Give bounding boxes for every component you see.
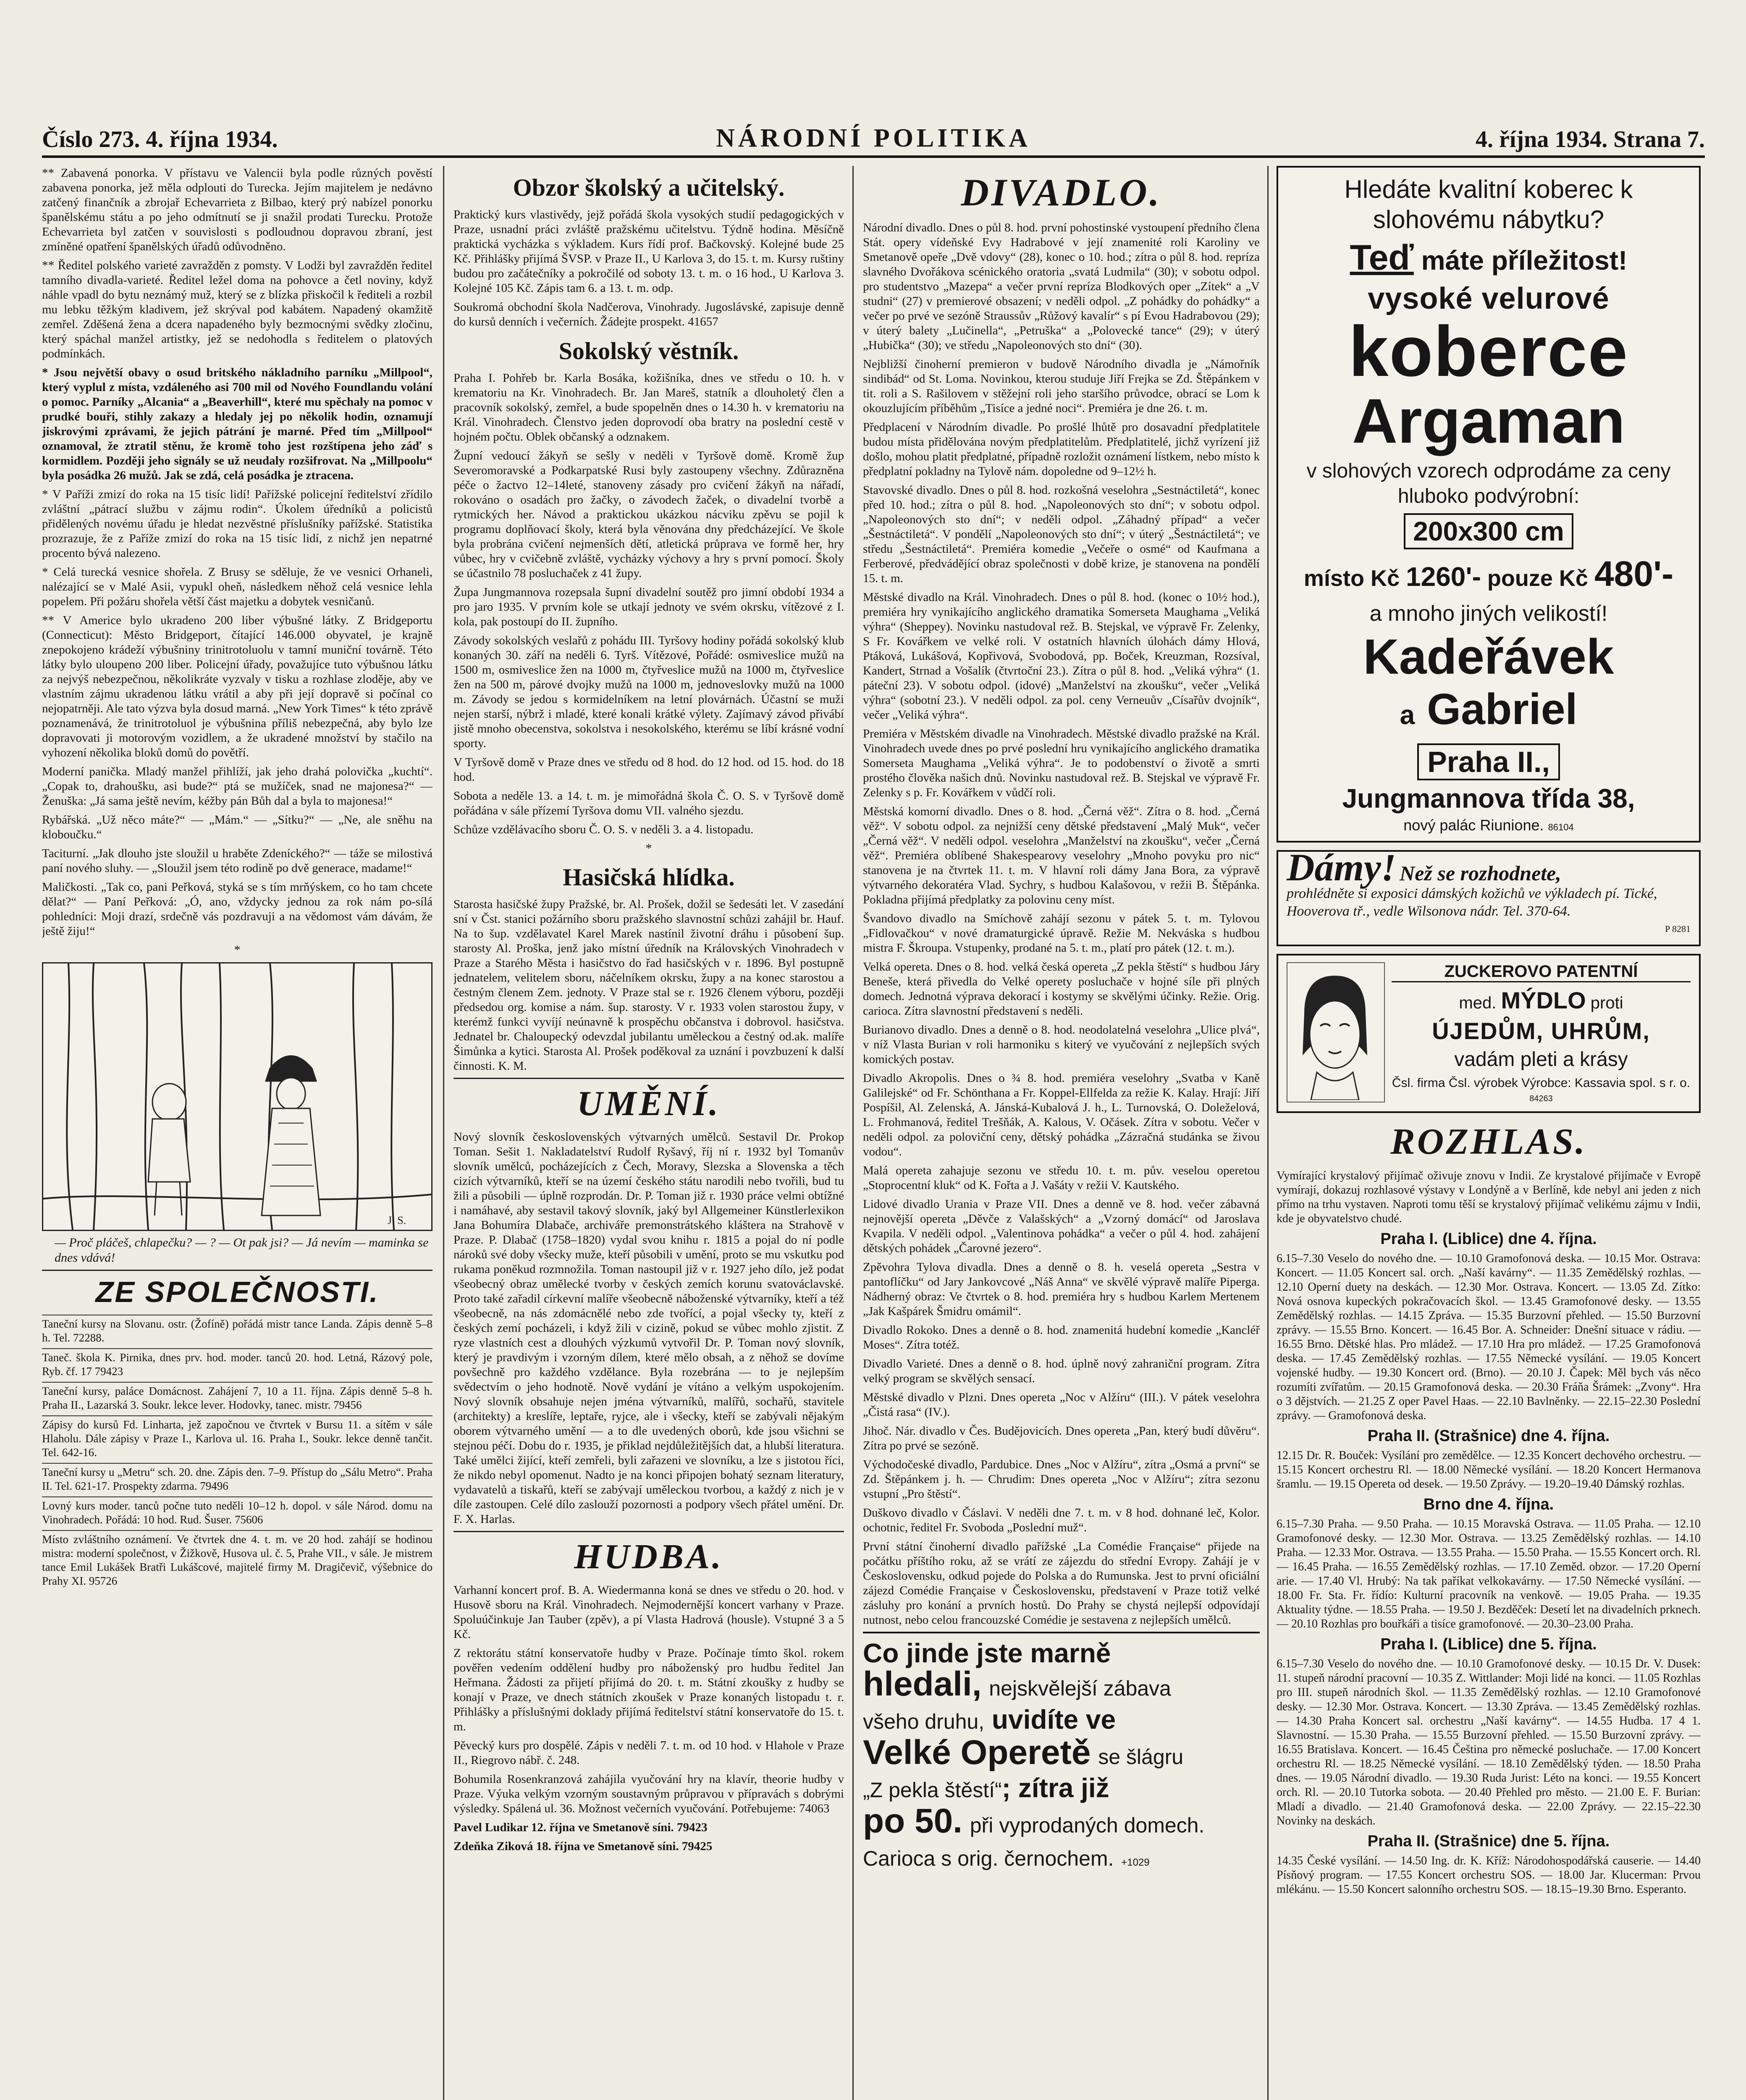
svg-text:J. S.: J. S. — [388, 1214, 406, 1226]
radio-item: Vymírající krystalový přijímač oživuje znovu v Indii. Ze krystalové přijímače v Evropě vymírají, dokazuj rozhlasové výstavy v Londýně a v Berlíně, kde nebyl ani jeden z nich přímo na trhu vystaven. Naproti tomu těší se krystalový přijímač velikému zájmu v Indii, kde je obyvatelstvo chudé. — [1277, 1169, 1701, 1225]
ad-line: vysoké velurové — [1368, 282, 1610, 315]
theatre-item: Nejbližší činoherní premieron v budově Národního divadla je „Námořník sindibád“ od St. Loma. Novinkou, kterou studuje Jiří Frejka se Zd. Štěpánkem v tit. roli a S. Rašilovem v stěžejní roli jeho staršího průvodce, obrací se Lom k okouzlujícím příběhům „Tisíce a jedné noci“. Premiéra je dne 26. t. m. — [863, 357, 1260, 415]
concert-notice: Zdeňka Ziková 18. října ve Smetanově síni. 79425 — [454, 1840, 713, 1853]
news-item: Praktický kurs vlastivědy, jejž pořádá škola vysokých studií pedagogických v Praze, usnadní práci zvláště pražskému učitelstvu. Týdně hodina. Měsíčně praktická vycházka s výkladem. Kurs řídí prof. Bačkovský. Kolejné bude 25 Kč. Přihlášky přijímá ŠVSP. v Praze II., U Karlova 3, do 15. t. m. Kursy ruštiny budou pro začátečníky a pokročilé od soboty 13. t. m. o 16 hod., U Karlova 3. Kolejné 105 Kč. Zápis tam 6. a 13. t. m. odp. — [454, 208, 844, 295]
cartoon-drawing — [43, 963, 431, 1230]
theatre-item: Divadlo Akropolis. Dnes o ¾ 8. hod. premiéra veselohry „Svatba v Kaně Galilejské“ od Fr. Schönthana a Fr. Koppel-Ellfelda za režie K. Kalay. Hrají: Jiří Pospíšil, Al. Zelenská, A. Jánská-Kubalová J. h., L. Turnovská, O. Doleželová, L. Frohmanová, ředitel Trešňák, A. Kalous, V. Očásek. Zítra v sobotu. Večer v neděli odpol. za poloviční ceny, dětský pohádka „Zázračná studánka se živou vodou“. — [863, 1071, 1260, 1158]
news-item: ** Ředitel polského varieté zavražděn z pomsty. V Lodži byl zavražděn ředitel tamního divadla-varieté. Ředitel ležel doma na pohovce a četl noviny, když náhle vpadl do bytu neznámý muž, který se z blízka přiskočil k řediteli a rozbil mu lebku těžkým kladivem, jež skrýval pod kabátem. Napadený okamžitě zemřel. Zděšená žena a dcera napadeného byly bezmocnými svědky zločinu, který spáchal manžel artistky, jež se nedohodla s ředitelem o platových podmínkách. — [42, 259, 433, 360]
ad-line: hledali, — [863, 1665, 982, 1703]
date-and-page: 4. října 1934. Strana 7. — [1476, 126, 1705, 152]
news-item: Pěvecký kurs pro dospělé. Zápis v neděli 7. t. m. od 10 hod. v Hlahole v Praze II., Riegrovo nábř. č. 248. — [454, 1739, 844, 1767]
concert-notice: Pavel Ludikar 12. října ve Smetanově síni. 79423 — [454, 1821, 708, 1834]
column-4 — [1277, 166, 1701, 1901]
joke-item: Taciturní. „Jak dlouho jste sloužil u hraběte Zdeníckého?“ — táže se milostivá paní nového sluhy. — „Sloužil jsem této rodině po dvě generace, madame!“ — [42, 847, 433, 875]
ad-code: +1029 — [1121, 1857, 1150, 1868]
classified-ad: Taneční kursy, paláce Domácnost. Zahájení 7, 10 a 11. října. Zápis denně 5–8 h. Praha II., Lazarská 3. Soukr. lekce lever. Hodovky, tanec. mistr. 79456 — [42, 1382, 433, 1412]
section-heading: Sokolský věstník. — [558, 337, 739, 365]
ad-price — [1287, 554, 1691, 594]
ad-line: Než se rozhodnete, — [1400, 861, 1561, 885]
radio-schedule: 6.15–7.30 Veselo do nového dne. — 10.10 Gramofonové desky. — 10.15 Dr. V. Dusek: 11. stupeň národní pracovní — 10.35 Z. Wittlander: Moji lidé na konci. — 11.05 Rozhlas pro III. stupeň národních škol. — 11.35 Zemědělský rozhlas. — 12.10 Gramofonové desky. — 12.30 Mor. Ostrava. Koncert. — 13.30 Zpráva. — 13.45 Zemědělský rozhlas. — 14.30 Praha Koncert sal. orchestru „Naší kavárny“. — 14.55 Hudba. 17 4 1. Slavnostní. — 15.30 Praha. — 15.55 Burzovní přehled. — 15.50 Burzovní zprávy. — 16.55 Bratislava. Koncert. — 16.45 Čeština pro německé posluchače. — 17.00 Koncert orchestru Rl. — 18.25 Německé vysílání. — 18.10 Zemědělský týden. — 18.50 Praha dnes. — 19.05 Národní divadlo. — 19.30 Ruda Jurist: Léto na konci. — 19.55 Koncert orch. Rl. — 20.10 Tutorka sobota. — 20.40 Přehled pro město. — 21.00 E. F. Burian: Mladí a divadlo. — 21.40 Gramofonová deska. — 22.00 Zprávy. — 22.15–22.30 Novinky na deskách. — [1277, 1657, 1701, 1827]
soap-advert — [1277, 954, 1701, 1113]
ad-headline: Hledáte kvalitní koberec k slohovému nábytku? — [1344, 175, 1633, 234]
radio-station-heading: Praha I. (Liblice) dne 5. října. — [1380, 1635, 1597, 1653]
divider-star: * — [645, 841, 652, 855]
ad-product: MÝDLO — [1501, 987, 1586, 1013]
ad-line: Teď — [1350, 238, 1414, 277]
news-item: Závody sokolských veslařů z pohádu III. Tyršovy hodiny pořádá sokolský klub konaných 30. září na neděli 6. Tyrš. Vítězové, Pořádé: osmiveslice mužů na 1500 m, osmiveslice žen na 1000 m, čtyřveslice mužů na 1000 m, čtyřveslice žen na 500 m, párové dvojky mužů na 1000 m, jednoveslovky mužů na 1000 m. Závody se jedou s kormidelníkem na letní plovárnách. Účastní se muži nejen starší, nýbrž i mladé, které konali krátké výlety. Zajímavý závod přivábí jistě mnoho obecenstva, sokolstva i nesokolského, kterému se líbí krásné vodní sporty. — [454, 634, 844, 750]
theatre-item: Malá opereta zahajuje sezonu ve středu 10. t. m. pův. veselou operetou „Stoprocentní kluk“ od K. Fořta a J. Vašáty v režii V. Kautského. — [863, 1164, 1260, 1192]
theatre-item: Městská komorní divadlo. Dnes o 8. hod. „Černá věž“. Zítra o 8. hod. „Černá věž“. V sobotu odpol. za nejnižší ceny dětské představení „Malý Muk“, večer „Černá věž“. V neděli odpol. veselohra „Manželství na zkoušku“, večer „Černá věž“. Premiéra oblíbené Shakespearovy veselohry „Mnoho povyku pro nic“ stanovena je na čtvrtek 11. t. m. V hlavní roli dámy Jana Bora, za výpravě výtvarného dekoratéra Vlad. Sychry, s hudbou Kalašovou, v režii B. Štěpánka. Pokladna přijímá předplatky za polovinu ceny míst. — [863, 805, 1260, 906]
new-price: 480'- — [1594, 554, 1674, 593]
ad-line: proti — [1590, 994, 1623, 1012]
column-rule — [1267, 166, 1269, 2100]
ad-line: po 50. — [863, 1802, 962, 1840]
classified-ad: Místo zvláštního oznámení. Ve čtvrtek dne 4. t. m. ve 20 hod. zahájí se hodinou mistra: moderní společnost, v Žižkově, Husova ul. č. 5, Prahe VII., v sále. Je mistrem tance Emil Lukášek Bratři Lukášcové, majitelé firmy M. Dragičevič, výšebnice do Prahy XI. 95726 — [42, 1530, 433, 1588]
radio-station-heading: Praha I. (Liblice) dne 4. října. — [1380, 1230, 1597, 1248]
news-item: * Jsou největší obavy o osud britského nákladního parníku „Millpool“, který vyplul z místa, vzdáleného asi 700 mil od Nového Foundlandu volání o pomoc. Parníky „Alcania“ a „Beaverhill“, které mu spěchaly na pomoc v prudké bouři, stihly zakazy a hledaly jej po několik hodin, oznamují jiskrovými zprávami, že jejich pátrání je marné. Před tím „Millpool“ oznamoval, že ztratil stěnu, že kromě toho jest rozštípena jeho záď s kormidlem. Později jeho signály se už neudaly rozšifrovat. Na „Millpoolu“ byla posádka 26 mužů. Jak se zdá, celá posádka je ztracena. — [42, 366, 433, 482]
classified-ad: Zápisy do kursů Fd. Linharta, jež započnou ve čtvrtek v Bursu 11. a sítěm v sále Hlaholu. Dále zápisy v Praze I., Karlova ul. 16. Praha I., Soukr. lekce denně tančit. Tel. 642-16. — [42, 1415, 433, 1460]
classified-ad: Taneční kursy u „Metru“ sch. 20. dne. Zápis den. 7–9. Přístup do „Sálu Metro“. Praha II. Tel. 621-17. Prospekty zdarma. 79496 — [42, 1463, 433, 1493]
ad-line: všeho druhu, — [863, 1710, 985, 1733]
theatre-item: Premiéra v Městském divadle na Vinohradech. Městské divadlo pražské na Král. Vinohradech uvede dnes po prvé poslední hru vynikajícího anglického dramatika Somerseta Maughama „Veliká výhra“. Je to podobenství o životě a smrti prostého člověka našich dnů. Novinku nastudoval rež. B. Stejskal ve výpravě Fr. Zelenky s p. Fr. Kovářkem v vůdčí roli. — [863, 727, 1260, 799]
ad-company: Kadeřávek — [1363, 629, 1614, 685]
section-heading: Hasičská hlídka. — [563, 864, 735, 891]
ad-size: 200x300 cm — [1404, 513, 1573, 549]
news-item: ** V Americe bylo ukradeno 200 liber výbušné látky. Z Bridgeportu (Connecticut): Město Bridgeport, čítající 146.000 obyvatel, je krajně znepokojeno krádeží výbušniny trinitrotoluolu v tamní muniční továrně. Této látky bylo uloupeno 200 liber. Policejní úřady, považujíce tuto výbušnou látku za nejvýš nebezpečnou, několikráte vyzvaly v tisku a rozhlase zloděje, aby ve vlastním zájmu ukradenou látku vrátil a aby při její dopravě si počínal co nejopatrněji. Ale tato výzva byla dosud marná. „New York Times“ k této zprávě poznamenává, že trinitrotoluol je výbušnina příliš nebezpečná, aby bylo lze dopravovati ji motorovým vozidlem, a že ukradené množství by stačilo na vyhození několika bloků domů do povětří. — [42, 614, 433, 759]
section-heading: DIVADLO. — [961, 171, 1162, 214]
news-item: Praha I. Pohřeb br. Karla Bosáka, kožišníka, dnes ve středu o 10. h. v krematoriu na Kr. Vinohradech. Br. Jan Mareš, statník a dlouholetý člen a pracovník sokolský, zemřel, a bude spopelněn dnes o 14.30 h. v krematoriu na Král. Vinohradech. Členstvo jeden doprovodí oba bratry na poslední cestě v hojném počtu. Oblek občanský a odznakem. — [454, 371, 844, 444]
radio-schedule: 14.35 České vysílání. — 14.50 Ing. dr. K. Kříž: Národohospodářská causerie. — 14.40 Písňový program. — 17.55 Koncert orchestru SOS. — 18.00 Jar. Klucerman: Prvou mlékánu. — 15.50 Koncert salonního orchestru SOS. — 18.15–19.30 Brno. Esperanto. — [1277, 1854, 1701, 1896]
radio-schedule: 6.15–7.30 Veselo do nového dne. — 10.10 Gramofonová deska. — 10.15 Mor. Ostrava: Koncert. — 11.05 Koncert sal. orch. „Naší kavárny“. — 11.35 Zemědělský rozhlas. — 12.10 Operní duety na deskách. — 12.30 Mor. Ostrava. Koncert. — 13.05 Zd. Zítko: Nová osnova kupeckých pokračovacích škol. — 13.45 Gramofonové desky. — 13.55 Zemědělský rozhlas. — 14.15 Zpráva. — 15.35 Burzovní přehled. — 15.50 Burzovní zprávy. — 15.55 Brno. Koncert. — 16.45 Bor. A. Schneider: Dnešní situace v rádiu. — 16.55 Brno. Dětské hlas. Pro mládež. — 17.10 Hra pro mládež. — 17.25 Gramofonová deska. — 17.45 Zemědělský rozhlas. — 17.55 Německé vysílání. — 19.05 Koncert vojenské hudby. — 19.30 Koncert ord. (Brno). — 20.10 J. Čapek: Měl bych vás něco rozumíti zvířatům. — 20.15 Gramofonová deska. — 20.30 Fráňa Šrámek: „Zvony“. Hra o 3 dějstvích. — 21.25 Z oper Pavel Haas. — 22.10 Bavlněnky. — 22.15–22.30 Poslední zprávy. — Gramofonová deska. — [1277, 1252, 1701, 1422]
theatre-item: Stavovské divadlo. Dnes o půl 8. hod. rozkošná veselohra „Sestnáctiletá“, konec před 10. hod.; zítra o půl 8. hod. „Napoleonových sto dní“; v sobotu odpol. „Napoleonových sto dní“; v neděli odpol. „Záhadný případ“ a večer „Šestnáctiletá“. V pondělí „Napoleonových sto dní“; v úterý „Šestnáctiletá“; ve středu „Šestnáctiletá“. Premiéra komedie „Večeře o osmé“ od Kaufmana a Ferberové, předvádějící obraz společnosti v době krize, je stanovena na pondělí 15. t. m. — [863, 483, 1260, 585]
theatre-item: Jihoč. Nár. divadlo v Čes. Budějovicích. Dnes opereta „Pan, který budí důvěru“. Zítra po prvé se sezóně. — [863, 1424, 1260, 1452]
ad-line: Velké Operetě — [863, 1733, 1091, 1772]
news-item: Sobota a neděle 13. a 14. t. m. je mimořádná škola Č. O. S. v Tyršově domě pořádána v sále přízemí Tyršova domu VII. valného sjezdu. — [454, 789, 844, 817]
theatre-item: Lidové divadlo Urania v Praze VII. Dnes a denně ve 8. hod. večer zábavná nejnovější opereta „Děvče z Valašských“ a „Vzorný domácí“ od Jaroslava Kvapila. V neděli odpol. „Valentinova pohádka“ a večer o půl 4. hod. zahájení dětských pohádek „Čarovné jezero“. — [863, 1197, 1260, 1255]
theatre-item: Zpěvohra Tylova divadla. Dnes a denně o 8. h. veselá opereta „Sestra v pantoflíčku“ od Jary Jankovcové „Náš Anna“ ve skvělé výpravě malíře Piperga. Nádherný obraz: Ve čtvrtek o 8. hod. premiéra hry s hudbou Karlem Mertenem „Jak Kašpárek Šmidru omámil“. — [863, 1260, 1260, 1318]
ad-address: Jungmannova třída 38, — [1342, 783, 1635, 814]
divider-star: * — [234, 943, 241, 957]
news-item: Schůze vzdělávacího sboru Č. O. S. v neděli 3. a 4. listopadu. — [454, 823, 754, 836]
theatre-item: Velká opereta. Dnes o 8. hod. velká česká opereta „Z pekla štěstí“ s hudbou Járy Beneše, která přivedla do Velké operety posluchače v hojné síle při plných domech. Jednotná výprava dekorací i kostymy se skvělými účinky. Režie. Orig. carioca. Zítra slavnostní představení s neděli. — [863, 960, 1260, 1018]
theatre-item: Divadlo Rokoko. Dnes a denně o 8. hod. znamenitá hudební komedie „Kancléř Moses“. Zítra totéž. — [863, 1323, 1260, 1352]
face-illustration — [1287, 962, 1385, 1102]
section-heading: ZE SPOLEČNOSTI. — [95, 1276, 379, 1308]
news-item: Soukromá obchodní škola Nadčerova, Vinohrady. Jugoslávské, zapisuje denně do kursů denních i večerních. Žádejte prospekt. 41657 — [454, 300, 844, 328]
ad-line: v slohových vzorech odprodáme za ceny hluboko podvýrobní: — [1306, 460, 1671, 507]
classified-ad: Lovný kurs moder. tanců počne tuto neděli 10–12 h. dopol. v sále Národ. domu na Vinohradech. Pořádá: 10 hod. Rud. Šuser. 75606 — [42, 1496, 433, 1527]
radio-station-heading: Praha II. (Strašnice) dne 5. října. — [1367, 1832, 1610, 1850]
column-2 — [454, 166, 844, 1858]
theatre-item: Duškovo divadlo v Čáslavi. V neděli dne 7. t. m. v 8 hod. dohnané leč, Kolor. ochotnic, ředitel Fr. Svoboda „Poslední muž“. — [863, 1506, 1260, 1534]
ad-address: Praha II., — [1417, 743, 1560, 780]
section-heading: Obzor školský a učitelský. — [513, 174, 785, 201]
ad-line: se šlágru — [1098, 1745, 1184, 1769]
operetta-advert — [863, 1632, 1260, 1878]
news-item: Z rektorátu státní konservatoře hudby v Praze. Počínaje tímto škol. rokem pověřen vedením oddělení hudby pro náboženský pro hudbu ředitel Jan Heřmana. Žádosti za přijetí přijímá do 20. t. m. Státní zkoušky z hudby se konají v Praze, ve dnech státních zkoušek v Praze konaných listopadu t. r. Přihlášky a příslušnými doklady přijímá ředitelství státní konservatoře do 15. t. m. — [454, 1646, 844, 1733]
ad-line: Co jinde jste marně — [863, 1638, 1111, 1668]
ad-line: „Z pekla štěstí“ — [863, 1778, 1002, 1802]
issue-number: Číslo 273. 4. října 1934. — [42, 126, 278, 152]
section-heading: UMĚNÍ. — [577, 1084, 721, 1123]
column-rule — [443, 166, 444, 2100]
price-label: pouze Kč — [1487, 566, 1588, 591]
ad-line: při vyprodaných domech. — [970, 1814, 1205, 1837]
radio-station-heading: Praha II. (Strašnice) dne 4. října. — [1367, 1427, 1610, 1445]
theatre-item: Švandovo divadlo na Smíchově zahájí sezonu v pátek 5. t. m. Tylovou „Fidlovačkou“ v nové dramaturgické úpravě. Režie M. Nekváska s hudbou mistra F. Škroupa. Vstupenky, prodané na 5. t. m., platí pro pátek (12. t. m.). — [863, 912, 1260, 955]
ad-code: 86104 — [1548, 822, 1574, 832]
column-3 — [863, 166, 1260, 1878]
section-heading: ROZHLAS. — [1390, 1121, 1587, 1162]
ad-line: máte příležitost! — [1421, 245, 1628, 276]
ad-line: Carioca s orig. černochem. — [863, 1847, 1114, 1870]
column-1 — [42, 166, 433, 1591]
cartoon-illustration — [42, 962, 433, 1231]
theatre-item: První státní činoherní divadlo pařížské „La Comédie Française“ přijede na počátku příštího roku, až se vrátí ze zájezdu do střední Evropy. Zahájí je v Československu, odkud pojede do Polska a do Rumunska. Jest to první oficiální zájezd Comédie Française v Československu, představení v Praze totiž velké zásluhy pro konání a prvních hostů. Do Prahy se chystá nejlepší odpovídají nutnost, nebo celou francouzské Comédie je sestavena z nejlepších umělců. — [863, 1540, 1260, 1627]
cartoon-caption: — Proč pláčeš, chlapečku? — ? — Ot pak jsi? — Já nevím — maminka se dnes vdává! — [55, 1236, 429, 1265]
joke-item: Maličkosti. „Tak co, pani Peřková, styká se s tím mrňýskem, co ho tam chcete dělat?“ — Paní Peřková: „Ó, ano, vždycky jednou za rok nám po-sílá pohledníci: Moji drazí, srdečně vás pozdravuji a na vědomost vám dávám, že ještě žiju!“ — [42, 880, 433, 938]
theatre-item: Východočeské divadlo, Pardubice. Dnes „Noc v Alžíru“, zítra „Osmá a první“ se Zd. Štěpánkem j. h. — Chrudim: Dnes opereta „Noc v Alžíru“; zítra sezonu vstupní „Pro štěstí“. — [863, 1458, 1260, 1501]
news-item: V Tyršově domě v Praze dnes ve středu od 8 hod. do 12 hod. od 15. hod. do 18 hod. — [454, 756, 844, 784]
radio-schedule: 6.15–7.30 Praha. — 9.50 Praha. — 10.15 Moravská Ostrava. — 11.05 Praha. — 12.10 Gramofonové desky. — 12.30 Mor. Ostrava. — 13.25 Zemědělský rozhlas. — 14.10 Praha. — 12.33 Mor. Ostrava. — 13.55 Praha. — 15.50 Praha. — 15.55 Koncert orch. Rl. — 16.45 Praha. — 16.55 Zemědělský rozhlas. — 17.10 Zeměd. obzor. — 17.20 Operní arie. — 17.40 Vl. Hrubý: Na tak paříkat velkokavárny. — 17.50 Německé vysílání. — 18.00 Fr. Sta. Fr. řídío: Kulturní pracovník na venkově. — 19.05 Praha. — 19.35 Aktuality týdne. — 18.55 Praha. — 19.50 J. Bezděček: Desetí let na divadelních prknech. — 20.10 Rozhlas pro bouřkáři a tisíce gramofonové. — 20.30–23.00 Praha. — [1277, 1517, 1701, 1630]
theatre-item: Burianovo divadlo. Dnes a denně o 8. hod. neodolatelná veselohra „Ulice plvá“, v níž Vlasta Burian v roli harmoniku s kiterý ve vyučování z nejlepších svých komických postav. — [863, 1023, 1260, 1066]
joke-item: Rybářská. „Už něco máte?“ — „Mám.“ — „Sítku?“ — „Ne, ale sněhu na kloboučku.“ — [42, 813, 433, 841]
theatre-item: Předplacení v Národním divadle. Po prošlé lhůtě pro dosavadní předplatitele budou místa přidělována novým předplatitelům. Předplatitelé, jichž vyrízení již došlo, mohou platit předplatné, případně rozložit oznámení lístkem, nebo místo k předplatní pokladny na Tylově nám. dopoledne od 9–12½ h. — [863, 420, 1260, 478]
ad-headline: Dámy! — [1287, 846, 1396, 889]
ad-big-word: koberce — [1348, 312, 1629, 391]
carpet-advert — [1277, 166, 1701, 843]
theatre-item: Národní divadlo. Dnes o půl 8. hod. první pohostinské vystoupení předního člena Stát. opery vídeňské Evy Hadrabové v její znamenité roli Karoliny ve Smetanově opeře „Dvě vdovy“ (28), konec o 10. hod.; zítra o půl 8. hod. repríza slavného Dvořákova scénického oratoria „svatá Ludmila“ (30); v sobotu odpol. pro studentstvo „Mazepa“ a večer první repríza Blodkových oper „Zítek“ a „V studni“ (27) v premierové obsazení; v neděli odpol. „Z pohádky do pohádky“ a večer po prvé ve sezóně Straussův „Růžový kavalír“ s pí Evou Hadrabovou (29); v úterý balety „Lučinella“, „Petruška“ a „Polovecké tance“ (29); v úterý „Hubička“ (30); ve středu „Napoleonových sto dní“ (30). — [863, 221, 1260, 352]
radio-station-heading: Brno dne 4. října. — [1423, 1496, 1554, 1513]
paper-title: NÁRODNÍ POLITIKA — [716, 124, 1031, 152]
theatre-item: Městské divadlo na Král. Vinohradech. Dnes o půl 8. hod. (konec o 10½ hod.), premiéra hry vynikajícího anglického dramatika Somerseta Maughama „Veliká výhra“ (Sheppey). Novinku nastudoval rež. B. Stejskal, ve výpravě Fr. Zelenky, S Fr. Kovářkem ve velké roli. V ostatních hlavních úlohách dámy Hlová, Ptáková, Lukášová, Kopřivová, Svobodová, pp. Boček, Kreuzman, Rozsíval, Kandert, Strnad a Vošalík (čtvrtoční 23.). Zítra o půl 8. hod. „Veliká výhra“ (1. páteční 23). V sobotu odpol. (idové) „Manželství na zkoušku“, večer „Veliká výhra“ (sobotní 23.). V neděli odpol. za pol. ceny Verneuův „Císařův dvojník“, večer „Veliká výhra“. — [863, 591, 1260, 722]
ad-code: P 8281 — [1665, 924, 1691, 934]
ad-line: prohlédněte si exposici dámských kožichů ve výkladech pí. Tické, Hooverova tř., vedle Wilsonova nádr. Tel. 370-64. — [1287, 886, 1657, 919]
masthead — [42, 126, 1705, 158]
ad-line: nejskvělejší zábava — [989, 1677, 1171, 1700]
ad-line: vadám pleti a krásy — [1454, 1048, 1628, 1071]
news-item: Varhanní koncert prof. B. A. Wiedermanna koná se dnes ve středu o 20. hod. v Husově sboru na Král. Vinohradech. Nejmodernější koncert varhany v Praze. Spoluúčinkuje Jan Tauber (zpěv), a pí Vlasta Hadrová (housle). Vstupné 3 a 5 Kč. — [454, 1583, 844, 1641]
column-rule — [852, 166, 854, 2100]
news-item: Nový slovník československých výtvarných umělců. Sestavil Dr. Prokop Toman. Sešit 1. Nakladatelství Rudolf Ryšavý, říj ní r. 1932 byl Tomanův slovník umělců, pocházejících z Čech, Moravy, Slezska a Slovenska a těch cizích výtvarníků, kteří se na území českého státu narodili nebo tvořili, bud tu žili a působili — úplně rozprodán. Dr. P. Toman již r. 1930 práce velmi obtížné i namáhavé, aby sestavil takový slovník, jaký byl Allgemeiner Künstlerlexikon Jana Bohumíra Dlabače, archiváře premonstrátského kláštera na Strahově v Praze. P. Dlabač (1758–1820) vydal svou knihu r. 1815 a pojal do ní podle nároků své doby všecky muže, kteří působili v umění, proto se mu vskutku pod rukama poněkud rozmnožila. Toman nastoupil již v r. 1927 jeho dílo, jež podat všeobecný obraz umělecké tvorby v českých zemích korunu svatováclavské. Proto také zařadil církevní malíře všeobecně náboženské výtvarníky, kteří a též všeobecně, na nás zdomácnělé nebo zde tvořící, a pojal všecky ty, kteří z českých zemí pocházeli, i když žili v cizině, pokud se vůbec mohlo zjistit. Z ryze vlastních cest a dlouhých výzkumů vytvořil Dr. P. Toman nový slovník, který je pravdivým i vzorným dílem, které mělo obsah, a z něhož se dovíme povšechně pro každého vzdělance. Byla rozebrána — to je nejlepším svědectvím o jeho hodnotě. Nově vydání je vítáno a velkým uspokojením. Nový slovník obsahuje nejen jména výtvarníků, malířů, sochařů, stavitele (architekty) a kreslíře, leptaře, ryjce, ale i všecky, kteří se zabývali nějakým oborem výtvarného umění — a to dle uvedených oborů, kde jsou všichni se stejnou péčí. Dobu do r. 1935, je přiklad nejdůležitějších dat, a hlubší literatura. Také umělci žijící, kteří zemřeli, byli zařazeni ve slovníku, a lze s jistotou říci, že nikdo nebyl opomenut. Nadto je na konci připojen bohatý seznam literatury, vydavatelů a tiskařů, kteří se zabývají uměleckou tvorbou, a každý z nich je v díle zastoupen. Celé dílo zaslouží pozornosti a podpory všech přátel umění. Dr. F. X. Harlas. — [454, 1130, 844, 1526]
section-heading: HUDBA. — [574, 1537, 724, 1576]
ad-company: Gabriel — [1427, 685, 1578, 734]
classified-ad: Taneční kursy na Slovanu. ostr. (Žofíně) pořádá mistr tance Landa. Zápis denně 5–8 h. Tel. 72288. — [42, 1315, 433, 1345]
theatre-item: Městské divadlo v Plzni. Dnes opereta „Noc v Alžíru“ (III.). V pátek veselohra „Čistá rasa“ (IV.). — [863, 1391, 1260, 1419]
ad-address: nový palác Riunione. — [1403, 816, 1544, 834]
ad-line: ÚJEDŮM, UHRŮM, — [1432, 1018, 1650, 1044]
ad-code: 84263 — [1529, 1094, 1553, 1103]
ad-line: med. — [1459, 994, 1497, 1012]
furs-advert — [1277, 846, 1701, 946]
theatre-item: Divadlo Varieté. Dnes a denně o 8. hod. úplně nový zahraniční program. Zítra velký program se skvělých sensací. — [863, 1357, 1260, 1385]
news-item: Župa Jungmannova rozepsala šupní divadelní soutěž pro jimní období 1934 a pro jaro 1935. V prvním kole se utkají jednoty ve svém okrsku, vítězové z I. kola, pak postoupí do II. župního. — [454, 585, 844, 628]
old-price: 1260'- — [1406, 562, 1481, 592]
ad-line: a mnoho jiných velikostí! — [1369, 601, 1608, 626]
price-label: místo Kč — [1303, 566, 1400, 591]
news-item: Bohumila Rosenkranzová zahájila vyučování hry na klavír, theorie hudby v Praze. Výuka velkým vzorným soustavným průpravou v přípravách s dobrými výsledky. Spálená ul. 36. Možnost večerních vyučování. Potřebujeme: 74063 — [454, 1772, 844, 1815]
news-item: Starosta hasičské župy Pražské, br. Al. Prošek, dožil se šedesáti let. V zasedání sní v Čst. stanici požárního sboru pražského slavnostní schůzi zahájil br. Hauf. Na to šup. vzdělavatel Karel Marek nastínil životní dráhu i působení šup. starosty Al. Proška, jenž jako místní úředník na Královských Vinohradech v Praze a Starého Města i hasičstvo do řad hasičských v r. 1896. Byl postupně jednatelem, velitelem sboru, náčelníkem okrsku, župy a na konec starostou a čestným členem Zem. jednoty. V Praze stal se r. 1926 členem výboru, později předsedou org. komise a nám. šup. starosty. V r. 1933 volen starostou župy, v kterémž funkci vyvíjí neúnavně k prospěchu občanstva i dobrovol. hasičstva. Jednatel br. Chaloupecký odevzdal jubilantu uměleckou a čestný od.ak. malíře Šimůnka a kytici. Starosta Al. Prošek poděkoval za uznání i povzbuzení k další činnosti. K. M. — [454, 898, 844, 1073]
ad-line: ; zítra již — [1001, 1773, 1109, 1803]
ad-big-word: Argaman — [1352, 386, 1625, 456]
joke-item: Moderní panička. Mladý manžel přihlíží, jak jeho drahá polovička „kuchtí“. „Copak to, drahoušku, asi bude?“ ptá se mužíček, snad ne majonesa?“ — Ženuška: „Já sama ještě nevím, kéžby pán Bůh dal a byla to majonesa!“ — [42, 765, 433, 808]
classified-ad: Taneč. škola K. Pirnika, dnes prv. hod. moder. tanců 20. hod. Letná, Rázový pole, Ryb. čf. 17 79423 — [42, 1348, 433, 1378]
ad-line: Čsl. firma Čsl. výrobek Výrobce: Kassavia spol. s r. o. — [1392, 1076, 1691, 1090]
radio-schedule: 12.15 Dr. R. Bouček: Vysílání pro zemědělce. — 12.35 Koncert dechového orchestru. — 15.15 Koncert orchestru Rl. — 18.00 Německé vysílání. — 18.20 Koncert Hermanova šramlu. — 19.15 Opereta od desek. — 19.50 Zprávy. — 19.20–19.40 Dámský rozhlas. — [1277, 1449, 1701, 1491]
ad-company: a — [1400, 700, 1415, 730]
news-item: ** Zabavená ponorka. V přístavu ve Valencii byla podle různých pověstí zabavena ponorka, jež měla odplouti do Turecka. Jejím majitelem je nedávno zatčený finančník a zbrojař Echevarrieta z Bilbao, který prý nabízel ponorku španělskému státu a po jeho odmítnutí se ji snažil prodati Turecku. Protože Echevarrieta byl zatčen v souvislosti s podloudnou dopravou zbraní, jest zmíněné opatření španělských úřadů odůvodněno. — [42, 166, 433, 253]
news-item: * V Paříži zmizí do roka na 15 tisíc lidí! Pařížské policejní ředitelství zřídilo zvláštní „pátrací službu v zájmu rodin“. Úkolem úředníků a policistů přidělených novému úřadu je hledat nezvěstné příslušníky pařížské. Statistika prozrazuje, že z Paříže zmizí do roka na 15 tisíc lidí, z nichž jen nepatrné procento bývá nalezeno. — [42, 488, 433, 560]
ad-line: uvidíte ve — [991, 1704, 1116, 1735]
ad-headline: ZUCKEROVO PATENTNÍ — [1392, 962, 1691, 982]
news-item: * Celá turecká vesnice shořela. Z Brusy se sděluje, že ve vesnici Orhaneli, nalézající se v Malé Asii, vypukl oheň, následkem něhož celá vesnice lehla popelem. Při požáru shořela větší část majetku a dobytek vesničanů. — [42, 565, 433, 608]
news-item: Župní vedoucí žákyň se sešly v neděli v Tyršově domě. Kromě žup Severomoravské a Podkarpatské Rusi byly zastoupeny všechny. Zdůrazněna péče o žactvo 12–14leté, stanoveny zásady pro cvičení žákyň na nářadí, rokováno o osadách pro žačky, o závodech žaček, o divadelní tvorbě a rytmických her. Návod a praktickou ukázkou nácviku zpěvu se pojil k programu doplňovací školy, která byla věnována dny předcházející. Ve škole byla probrána cvičení nejmenších dětí, atletická průprava ve formě her, hry vůbec, hry v cvičebně zvláště, vycházky výchovy a hry s první pomocí. Školy se účastnilo 78 posluchaček z 41 župy. — [454, 449, 844, 580]
